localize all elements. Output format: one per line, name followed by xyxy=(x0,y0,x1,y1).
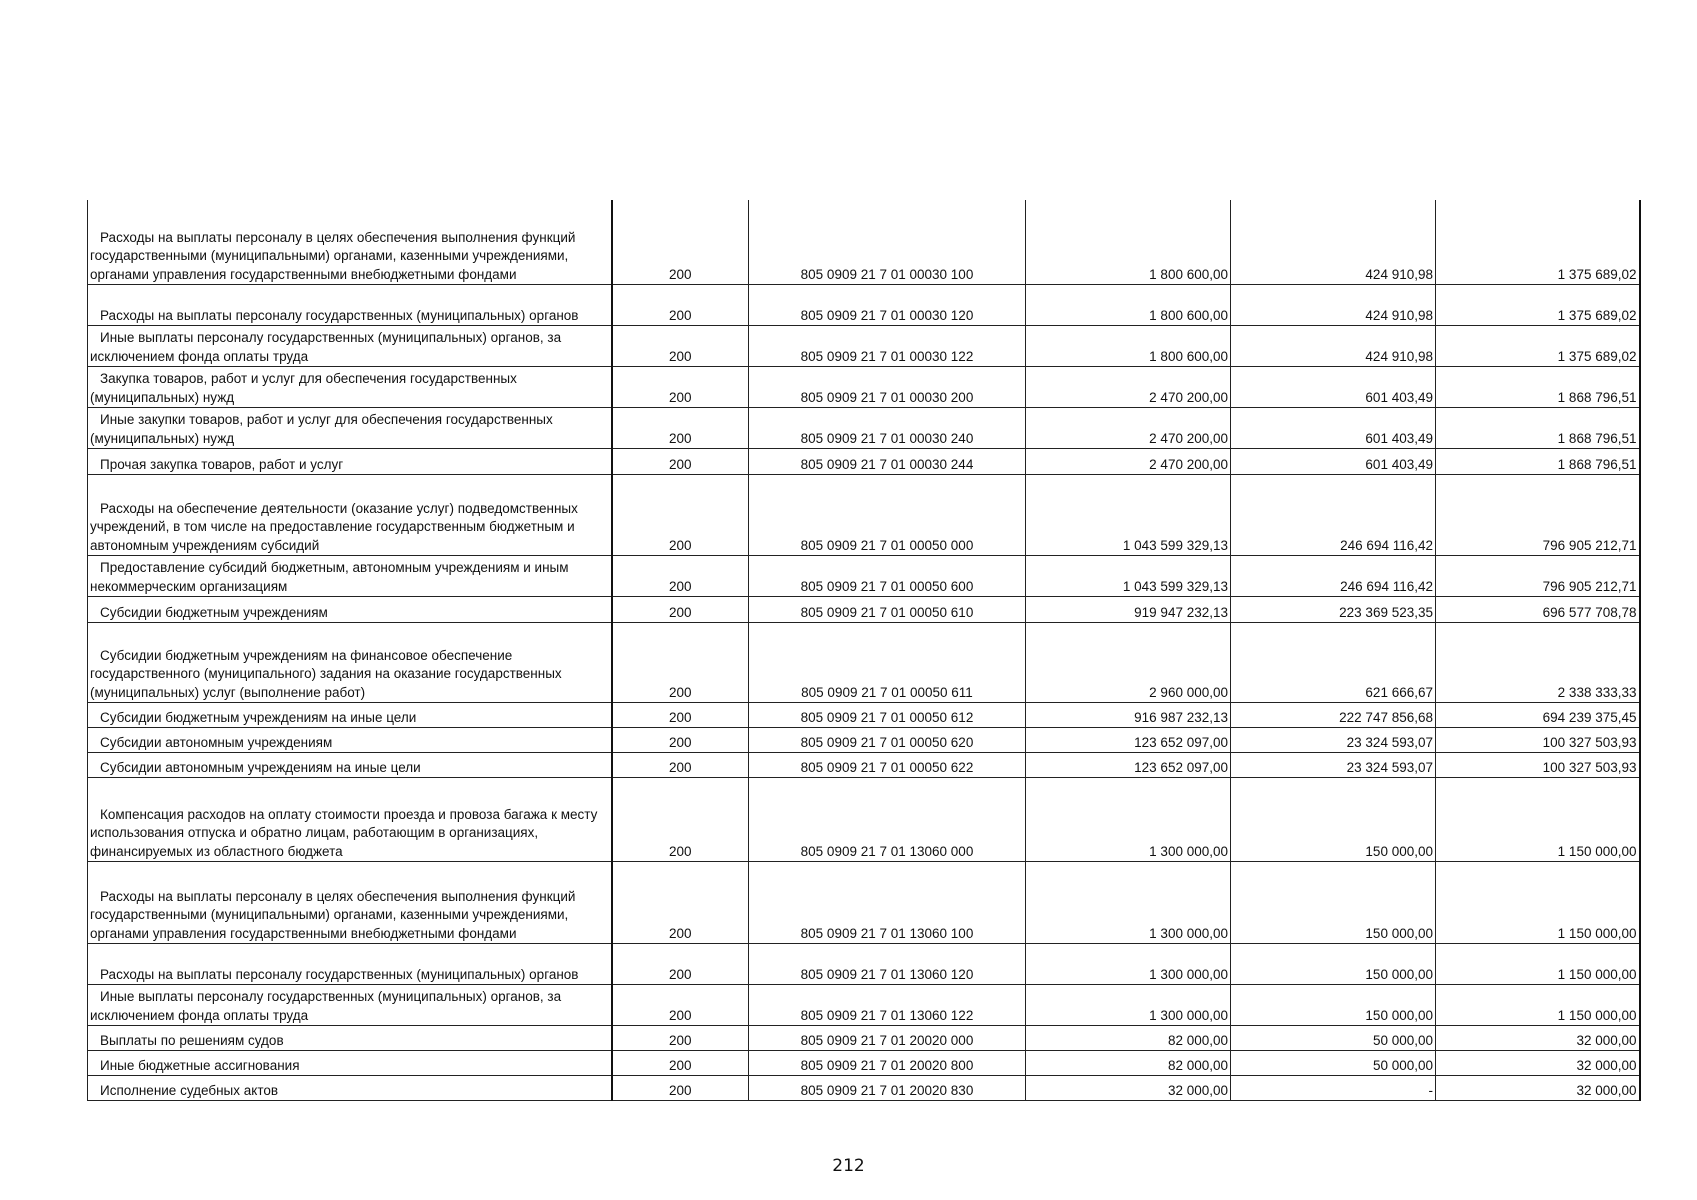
row-unexecuted: 100 327 503,93 xyxy=(1436,753,1640,778)
row-unexecuted: 796 905 212,71 xyxy=(1436,556,1640,597)
row-name: Субсидии бюджетным учреждениям на финансовое обеспечение государственного (муниципального) задания на оказание государственных (муниципальных) услуг (выполнение работ) xyxy=(88,623,612,703)
row-approved: 82 000,00 xyxy=(1026,1051,1231,1076)
row-code: 200 xyxy=(612,475,749,556)
row-unexecuted: 696 577 708,78 xyxy=(1436,597,1640,623)
row-approved: 1 800 600,00 xyxy=(1026,200,1231,285)
row-name: Субсидии бюджетным учреждениям на иные цели xyxy=(88,703,612,728)
row-executed: 222 747 856,68 xyxy=(1231,703,1436,728)
row-kbk: 805 0909 21 7 01 00050 622 xyxy=(749,753,1026,778)
row-kbk: 805 0909 21 7 01 00050 620 xyxy=(749,728,1026,753)
row-unexecuted: 100 327 503,93 xyxy=(1436,728,1640,753)
row-approved: 1 300 000,00 xyxy=(1026,985,1231,1026)
row-kbk: 805 0909 21 7 01 00030 200 xyxy=(749,367,1026,408)
row-executed: 424 910,98 xyxy=(1231,285,1436,326)
row-code: 200 xyxy=(612,408,749,449)
row-unexecuted: 694 239 375,45 xyxy=(1436,703,1640,728)
table-row xyxy=(88,200,1640,285)
table-row xyxy=(88,285,1640,326)
row-code: 200 xyxy=(612,597,749,623)
table-row xyxy=(88,703,1640,728)
row-code: 200 xyxy=(612,753,749,778)
row-unexecuted: 2 338 333,33 xyxy=(1436,623,1640,703)
row-kbk: 805 0909 21 7 01 13060 120 xyxy=(749,944,1026,985)
row-name: Субсидии бюджетным учреждениям xyxy=(88,597,612,623)
row-unexecuted: 1 375 689,02 xyxy=(1436,200,1640,285)
row-unexecuted: 1 868 796,51 xyxy=(1436,367,1640,408)
row-approved: 1 043 599 329,13 xyxy=(1026,556,1231,597)
row-kbk: 805 0909 21 7 01 00030 244 xyxy=(749,449,1026,475)
row-unexecuted: 1 150 000,00 xyxy=(1436,985,1640,1026)
row-code: 200 xyxy=(612,326,749,367)
table-row xyxy=(88,449,1640,475)
row-name: Расходы на выплаты персоналу в целях обеспечения выполнения функций государственными (муниципальными) органами, казенными учреждениями, органами управления государственными внебюджетными фондами xyxy=(88,200,612,285)
row-executed: - xyxy=(1231,1076,1436,1101)
row-approved: 919 947 232,13 xyxy=(1026,597,1231,623)
row-code: 200 xyxy=(612,944,749,985)
table-row xyxy=(88,985,1640,1026)
row-approved: 1 043 599 329,13 xyxy=(1026,475,1231,556)
row-executed: 424 910,98 xyxy=(1231,326,1436,367)
table-row xyxy=(88,778,1640,862)
row-name: Иные выплаты персоналу государственных (муниципальных) органов, за исключением фонда оплаты труда xyxy=(88,985,612,1026)
row-name: Прочая закупка товаров, работ и услуг xyxy=(88,449,612,475)
row-kbk: 805 0909 21 7 01 20020 000 xyxy=(749,1026,1026,1051)
row-name: Предоставление субсидий бюджетным, автономным учреждениям и иным некоммерческим организациям xyxy=(88,556,612,597)
row-executed: 150 000,00 xyxy=(1231,778,1436,862)
row-executed: 50 000,00 xyxy=(1231,1051,1436,1076)
row-kbk: 805 0909 21 7 01 20020 830 xyxy=(749,1076,1026,1101)
row-unexecuted: 796 905 212,71 xyxy=(1436,475,1640,556)
table-row xyxy=(88,753,1640,778)
row-executed: 246 694 116,42 xyxy=(1231,556,1436,597)
row-approved: 2 470 200,00 xyxy=(1026,449,1231,475)
row-approved: 123 652 097,00 xyxy=(1026,728,1231,753)
table-row xyxy=(88,1026,1640,1051)
row-kbk: 805 0909 21 7 01 00050 600 xyxy=(749,556,1026,597)
row-name: Субсидии автономным учреждениям на иные цели xyxy=(88,753,612,778)
row-name: Иные выплаты персоналу государственных (муниципальных) органов, за исключением фонда оплаты труда xyxy=(88,326,612,367)
row-code: 200 xyxy=(612,200,749,285)
row-unexecuted: 32 000,00 xyxy=(1436,1051,1640,1076)
row-approved: 916 987 232,13 xyxy=(1026,703,1231,728)
row-name: Выплаты по решениям судов xyxy=(88,1026,612,1051)
row-unexecuted: 1 375 689,02 xyxy=(1436,285,1640,326)
row-kbk: 805 0909 21 7 01 13060 100 xyxy=(749,862,1026,944)
row-executed: 23 324 593,07 xyxy=(1231,728,1436,753)
row-name: Расходы на обеспечение деятельности (оказание услуг) подведомственных учреждений, в том числе на предоставление государственным бюджетным и автономным учреждениям субсидий xyxy=(88,475,612,556)
row-name: Иные бюджетные ассигнования xyxy=(88,1051,612,1076)
table-row xyxy=(88,326,1640,367)
row-name: Компенсация расходов на оплату стоимости проезда и провоза багажа к месту использования отпуска и обратно лицам, работающим в организациях, финансируемых из областного бюджета xyxy=(88,778,612,862)
row-executed: 223 369 523,35 xyxy=(1231,597,1436,623)
table-row xyxy=(88,728,1640,753)
row-code: 200 xyxy=(612,449,749,475)
row-executed: 601 403,49 xyxy=(1231,408,1436,449)
row-name: Закупка товаров, работ и услуг для обеспечения государственных (муниципальных) нужд xyxy=(88,367,612,408)
row-code: 200 xyxy=(612,1026,749,1051)
row-approved: 1 800 600,00 xyxy=(1026,285,1231,326)
row-kbk: 805 0909 21 7 01 13060 000 xyxy=(749,778,1026,862)
row-unexecuted: 1 868 796,51 xyxy=(1436,449,1640,475)
row-code: 200 xyxy=(612,285,749,326)
row-code: 200 xyxy=(612,862,749,944)
row-code: 200 xyxy=(612,728,749,753)
row-kbk: 805 0909 21 7 01 00050 612 xyxy=(749,703,1026,728)
table-row xyxy=(88,597,1640,623)
row-approved: 1 800 600,00 xyxy=(1026,326,1231,367)
row-executed: 601 403,49 xyxy=(1231,449,1436,475)
row-kbk: 805 0909 21 7 01 00050 000 xyxy=(749,475,1026,556)
row-executed: 246 694 116,42 xyxy=(1231,475,1436,556)
row-kbk: 805 0909 21 7 01 00030 122 xyxy=(749,326,1026,367)
row-name: Иные закупки товаров, работ и услуг для обеспечения государственных (муниципальных) нужд xyxy=(88,408,612,449)
row-name: Расходы на выплаты персоналу государственных (муниципальных) органов xyxy=(88,285,612,326)
row-executed: 621 666,67 xyxy=(1231,623,1436,703)
row-executed: 150 000,00 xyxy=(1231,862,1436,944)
row-approved: 2 470 200,00 xyxy=(1026,408,1231,449)
page-number: 212 xyxy=(832,1156,865,1176)
row-kbk: 805 0909 21 7 01 00030 120 xyxy=(749,285,1026,326)
row-approved: 1 300 000,00 xyxy=(1026,944,1231,985)
row-name: Субсидии автономным учреждениям xyxy=(88,728,612,753)
row-code: 200 xyxy=(612,556,749,597)
row-code: 200 xyxy=(612,1051,749,1076)
row-executed: 424 910,98 xyxy=(1231,200,1436,285)
row-unexecuted: 1 150 000,00 xyxy=(1436,778,1640,862)
row-unexecuted: 1 150 000,00 xyxy=(1436,862,1640,944)
row-code: 200 xyxy=(612,985,749,1026)
table-row xyxy=(88,944,1640,985)
row-approved: 2 960 000,00 xyxy=(1026,623,1231,703)
row-executed: 50 000,00 xyxy=(1231,1026,1436,1051)
row-kbk: 805 0909 21 7 01 00030 100 xyxy=(749,200,1026,285)
table-row xyxy=(88,623,1640,703)
row-approved: 82 000,00 xyxy=(1026,1026,1231,1051)
table-row xyxy=(88,1051,1640,1076)
row-unexecuted: 1 868 796,51 xyxy=(1436,408,1640,449)
row-unexecuted: 32 000,00 xyxy=(1436,1026,1640,1051)
row-kbk: 805 0909 21 7 01 13060 122 xyxy=(749,985,1026,1026)
row-unexecuted: 1 375 689,02 xyxy=(1436,326,1640,367)
row-unexecuted: 32 000,00 xyxy=(1436,1076,1640,1101)
table-row xyxy=(88,1076,1640,1101)
row-name: Расходы на выплаты персоналу в целях обеспечения выполнения функций государственными (муниципальными) органами, казенными учреждениями, органами управления государственными внебюджетными фондами xyxy=(88,862,612,944)
row-executed: 23 324 593,07 xyxy=(1231,753,1436,778)
row-code: 200 xyxy=(612,623,749,703)
row-code: 200 xyxy=(612,1076,749,1101)
row-executed: 150 000,00 xyxy=(1231,985,1436,1026)
table-row xyxy=(88,556,1640,597)
row-executed: 601 403,49 xyxy=(1231,367,1436,408)
row-approved: 32 000,00 xyxy=(1026,1076,1231,1101)
row-kbk: 805 0909 21 7 01 00050 610 xyxy=(749,597,1026,623)
row-name: Исполнение судебных актов xyxy=(88,1076,612,1101)
row-executed: 150 000,00 xyxy=(1231,944,1436,985)
row-kbk: 805 0909 21 7 01 00050 611 xyxy=(749,623,1026,703)
table-row xyxy=(88,475,1640,556)
row-name: Расходы на выплаты персоналу государственных (муниципальных) органов xyxy=(88,944,612,985)
table-row xyxy=(88,367,1640,408)
row-unexecuted: 1 150 000,00 xyxy=(1436,944,1640,985)
row-kbk: 805 0909 21 7 01 20020 800 xyxy=(749,1051,1026,1076)
row-approved: 1 300 000,00 xyxy=(1026,778,1231,862)
table-row xyxy=(88,862,1640,944)
row-code: 200 xyxy=(612,703,749,728)
row-approved: 123 652 097,00 xyxy=(1026,753,1231,778)
row-approved: 2 470 200,00 xyxy=(1026,367,1231,408)
row-kbk: 805 0909 21 7 01 00030 240 xyxy=(749,408,1026,449)
row-code: 200 xyxy=(612,367,749,408)
row-code: 200 xyxy=(612,778,749,862)
budget-execution-table xyxy=(87,200,1641,1101)
row-approved: 1 300 000,00 xyxy=(1026,862,1231,944)
table-row xyxy=(88,408,1640,449)
